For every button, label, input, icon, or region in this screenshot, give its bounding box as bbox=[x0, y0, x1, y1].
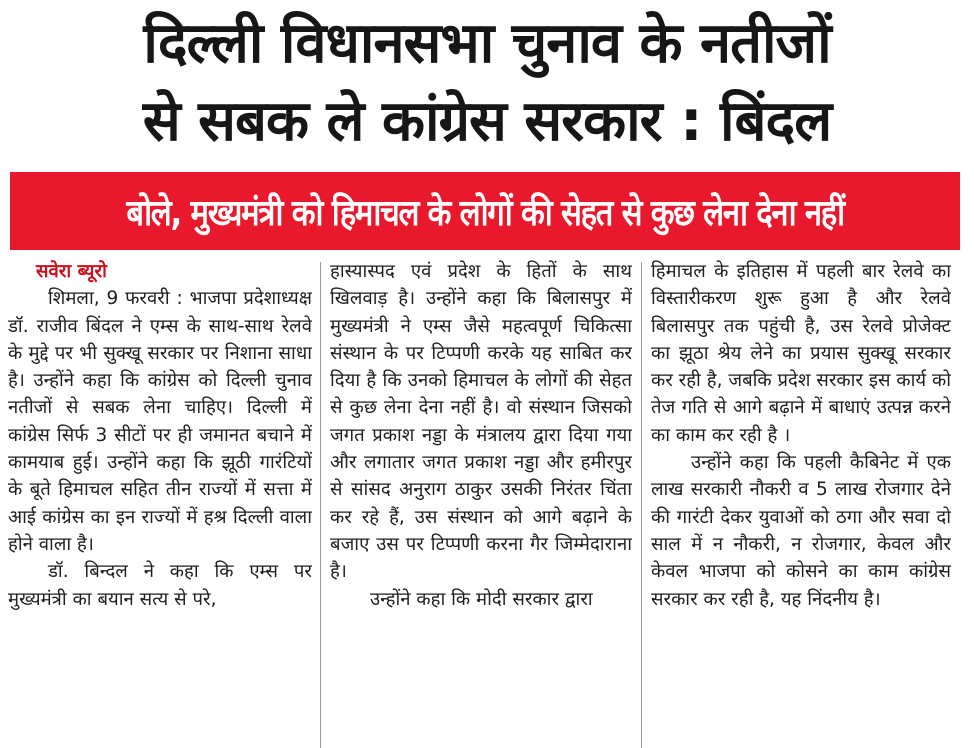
column-2-paragraph-2: उन्होंने कहा कि मोदी सरकार द्वारा bbox=[370, 588, 593, 610]
article-column-3 bbox=[651, 258, 951, 748]
byline: सवेरा ब्यूरो bbox=[36, 261, 107, 282]
subheadline-text: बोले, मुख्यमंत्री को हिमाचल के लोगों की सेहत से कुछ लेना देना नहीं bbox=[126, 192, 844, 234]
subheadline-banner bbox=[10, 172, 960, 250]
headline-line-2: से सबक ले कांग्रेस सरकार : बिंदल bbox=[142, 89, 832, 154]
column-3-paragraph-2: उन्होंने कहा कि पहली कैबिनेट में एक लाख सरकारी नौकरी व 5 लाख रोजगार देने की गारंटी देकर युवाओं को ठगा और सवा दो साल में न नौकरी, न रोजगार, केवल और केवल भाजपा को कोसने का काम कांग्रेस सरकार कर रही है, यह निंदनीय है। bbox=[651, 452, 951, 610]
article-column-1 bbox=[8, 258, 312, 748]
column-divider-2 bbox=[641, 262, 642, 748]
column-3-paragraph-1: हिमाचल के इतिहास में पहली बार रेलवे का विस्तारीकरण शुरू हुआ है और रेलवे बिलासपुर तक पहुंची है, उस रेलवे प्रोजेक्ट का झूठा श्रेय लेने का प्रयास सुक्खू सरकार कर रही है, जबकि प्रदेश सरकार इस कार्य को तेज गति से आगे बढ़ाने में बाधाएं उत्पन्न करने का काम कर रही है । bbox=[651, 261, 951, 446]
column-2-paragraph-1: हास्यास्पद एवं प्रदेश के हितों के साथ खिलवाड़ है। उन्होंने कहा कि बिलासपुर में मुख्यमंत्री ने एम्स जैसे महत्वपूर्ण चिकित्सा संस्थान के पर टिप्पणी करके यह साबित कर दिया है कि उनको हिमाचल के लोगों की सेहत से कुछ लेना देना नहीं है। वो संस्थान जिसको जगत प्रकाश नड्डा के मंत्रालय द्वारा दिया गया और लगातार जगत प्रकाश नड्डा और हमीरपुर से सांसद अनुराग ठाकुर उसकी निरंतर चिंता कर रहे हैं, उस संस्थान को आगे बढ़ाने के बजाए उस पर टिप्पणी करना गैर जिम्मेदाराना है। bbox=[330, 261, 632, 583]
column-1-paragraph-2: डॉ. बिन्दल ने कहा कि एम्स पर मुख्यमंत्री का बयान सत्य से परे, bbox=[8, 561, 312, 610]
column-1-paragraph-1: शिमला, 9 फरवरी : भाजपा प्रदेशाध्यक्ष डॉ. राजीव बिंदल ने एम्स के साथ-साथ रेलवे के मुद्दे पर भी सुक्खू सरकार पर निशाना साधा है। उन्होंने कहा कि कांग्रेस को दिल्ली चुनाव नतीजों से सबक लेना चाहिए। दिल्ली में कांग्रेस सिर्फ 3 सीटों पर ही जमानत बचाने में कामयाब हुई। उन्होंने कहा कि झूठी गारंटियों के बूते हिमाचल सहित तीन राज्यों में सत्ता में आई कांग्रेस का इन राज्यों में हश्र दिल्ली वाला होने वाला है। bbox=[8, 288, 312, 555]
headline-line-1: दिल्ली विधानसभा चुनाव के नतीजों bbox=[143, 11, 831, 76]
column-divider-1 bbox=[320, 262, 321, 748]
article-column-2 bbox=[330, 258, 632, 748]
